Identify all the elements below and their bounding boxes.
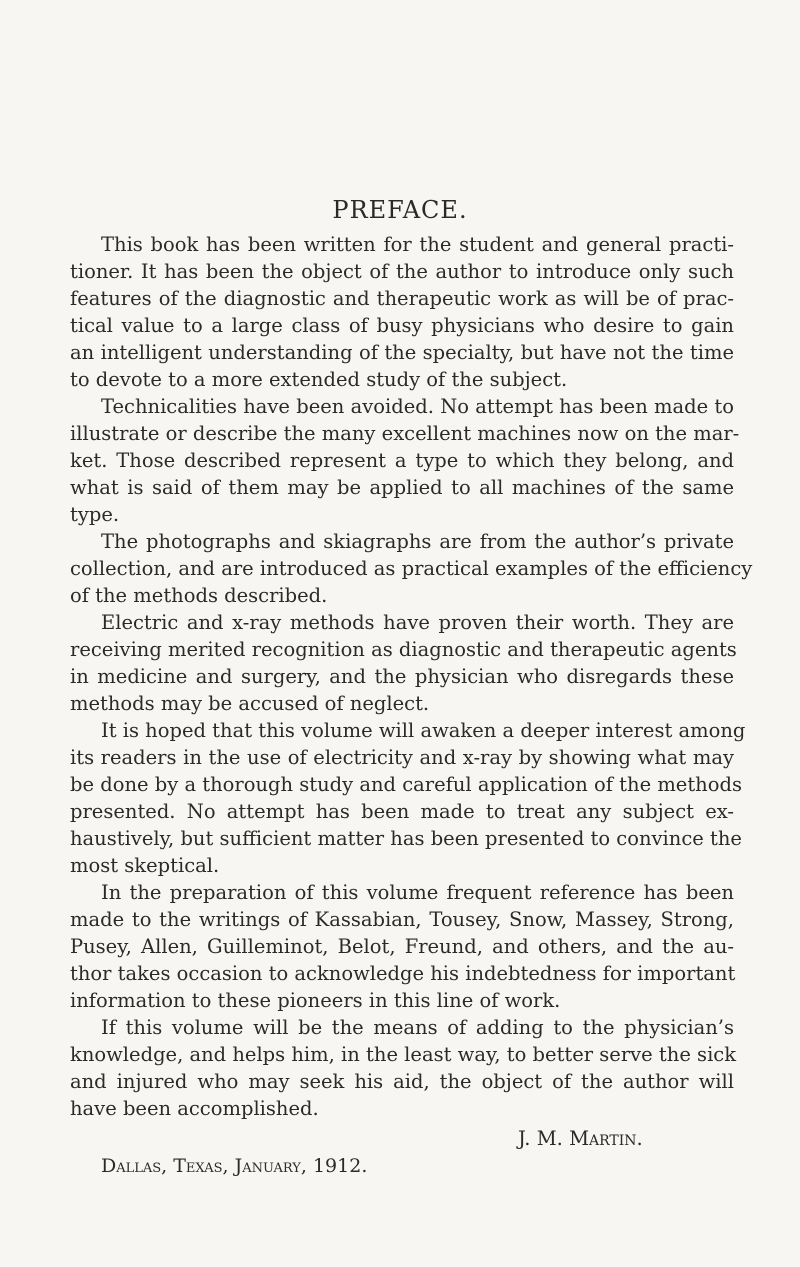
author-signature: J. M. Martin. [518,1127,643,1150]
paragraph-line: of the methods described. [70,584,328,607]
paragraph-line: tioner. It has been the object of the author to introduce only such [70,260,734,283]
paragraph-line: Technicalities have been avoided. No attempt has been made to [101,395,734,418]
paragraph-line: illustrate or describe the many excellent machines now on the mar- [70,422,740,445]
paragraph-line: If this volume will be the means of adding to the physician’s [101,1016,734,1039]
paragraph-line: tical value to a large class of busy physicians who desire to gain [70,314,734,337]
paragraph-line: and injured who may seek his aid, the object of the author will [70,1070,734,1093]
paragraph-line: collection, and are introduced as practical examples of the efficiency [70,557,753,580]
paragraph-line: haustively, but sufficient matter has been presented to convince the [70,827,742,850]
paragraph-line: thor takes occasion to acknowledge his indebtedness for important [70,962,736,985]
paragraph-line: methods may be accused of neglect. [70,692,430,715]
paragraph-line: Pusey, Allen, Guilleminot, Belot, Freund, and others, and the au- [70,935,734,958]
paragraph-line: be done by a thorough study and careful application of the methods [70,773,742,796]
paragraph-line: It is hoped that this volume will awaken a deeper interest among [101,719,746,742]
paragraph-line: type. [70,503,120,526]
paragraph-line: knowledge, and helps him, in the least way, to better serve the sick [70,1043,737,1066]
paragraph-line: receiving merited recognition as diagnostic and therapeutic agents [70,638,737,661]
paragraph-line: have been accomplished. [70,1097,319,1120]
paragraph-line: its readers in the use of electricity and x-ray by showing what may [70,746,734,769]
paragraph-line: features of the diagnostic and therapeutic work as will be of prac- [70,287,734,310]
paragraph-line: Electric and x-ray methods have proven their worth. They are [101,611,734,634]
paragraph-line: most skeptical. [70,854,220,877]
paragraph-line: to devote to a more extended study of the subject. [70,368,568,391]
paragraph-line: The photographs and skiagraphs are from the author’s private [101,530,734,553]
page-title: PREFACE. [332,196,468,224]
paragraph-line: ket. Those described represent a type to which they belong, and [70,449,734,472]
paragraph-line: what is said of them may be applied to all machines of the same [70,476,734,499]
paragraph-line: made to the writings of Kassabian, Tousey, Snow, Massey, Strong, [70,908,734,931]
paragraph-line: This book has been written for the student and general practi- [101,233,734,256]
paragraph-line: information to these pioneers in this line of work. [70,989,561,1012]
paragraph-line: an intelligent understanding of the specialty, but have not the time [70,341,734,364]
paragraph-line: presented. No attempt has been made to treat any subject ex- [70,800,734,823]
place-and-date: Dallas, Texas, January, 1912. [101,1155,368,1177]
paragraph-line: In the preparation of this volume frequent reference has been [101,881,734,904]
paragraph-line: in medicine and surgery, and the physician who disregards these [70,665,734,688]
